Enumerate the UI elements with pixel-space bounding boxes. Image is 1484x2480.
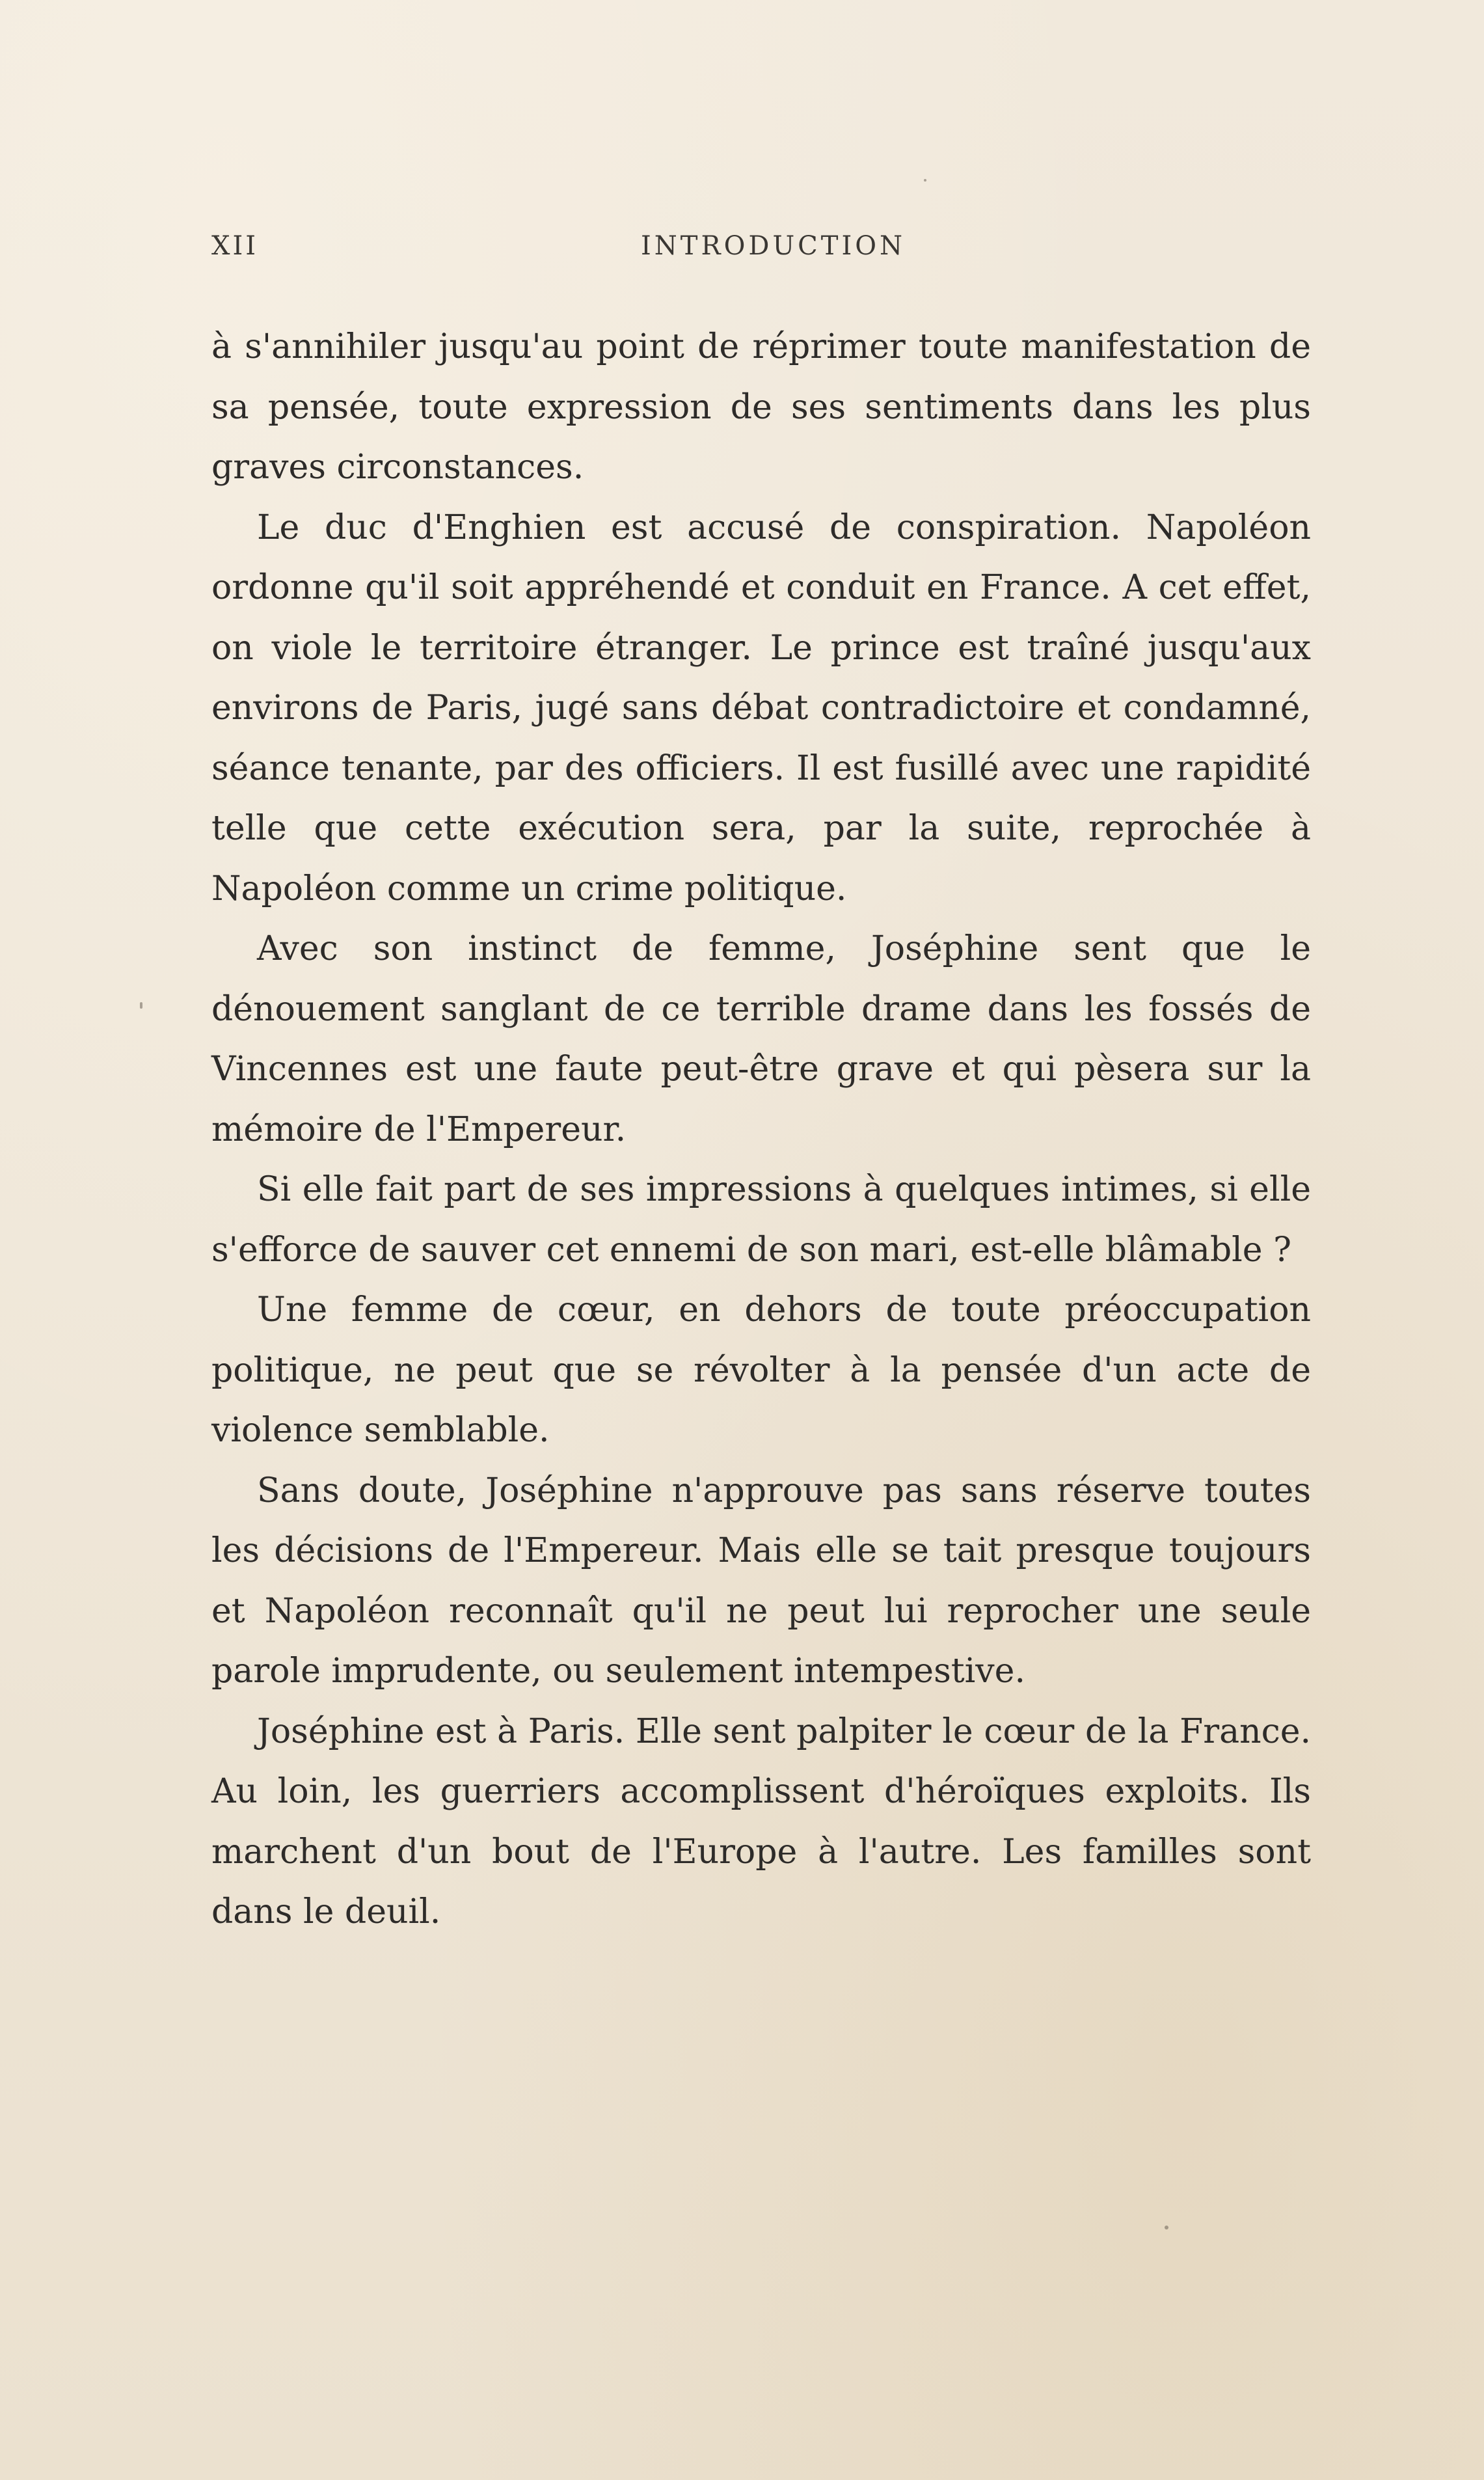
running-head: INTRODUCTION xyxy=(641,231,906,261)
paragraph-5: Une femme de cœur, en dehors de toute préoccupation politique, ne peut que se révolter à la pensée d'un acte de violence semblable. xyxy=(211,1290,1311,1450)
paragraph-4: Si elle fait part de ses impressions à quelques intimes, si elle s'efforce de sauver cet ennemi de son mari, est-elle blâmable ? xyxy=(211,1170,1311,1270)
paragraph-2: Le duc d'Enghien est accusé de conspiration. Napoléon ordonne qu'il soit appréhendé et conduit en France. A cet effet, on viole le territoire étranger. Le prince est traîné jusqu'aux environs de Paris, jugé sans débat contradictoire et condamné, séance tenante, par des officiers. Il est fusillé avec une rapidité telle que cette exécution sera, par la suite, reprochée à Napoléon comme un crime politique. xyxy=(211,508,1311,908)
paragraph-3: Avec son instinct de femme, Joséphine sent que le dénouement sanglant de ce terrible drame dans les fossés de Vincennes est une faute peut-être grave et qui pèsera sur la mémoire de l'Empereur. xyxy=(211,929,1311,1149)
paper-speck xyxy=(924,179,926,182)
page-header xyxy=(211,231,1317,277)
paragraph-7: Joséphine est à Paris. Elle sent palpiter le cœur de la France. Au loin, les guerriers accomplissent d'héroïques exploits. Ils marchent d'un bout de l'Europe à l'autre. Les familles sont dans le deuil. xyxy=(211,1711,1311,1931)
body-text xyxy=(211,317,1311,1942)
paper-speck xyxy=(140,1002,142,1009)
page-number: XII xyxy=(211,231,259,261)
paragraph-1: à s'annihiler jusqu'au point de réprimer toute manifestation de sa pensée, toute expression de ses sentiments dans les plus graves circonstances. xyxy=(211,327,1311,487)
paragraph-6: Sans doute, Joséphine n'approuve pas sans réserve toutes les décisions de l'Empereur. Mais elle se tait presque toujours et Napoléon reconnaît qu'il ne peut lui reprocher une seule parole imprudente, ou seulement intempestive. xyxy=(211,1471,1311,1691)
paper-speck xyxy=(1165,2226,1168,2229)
